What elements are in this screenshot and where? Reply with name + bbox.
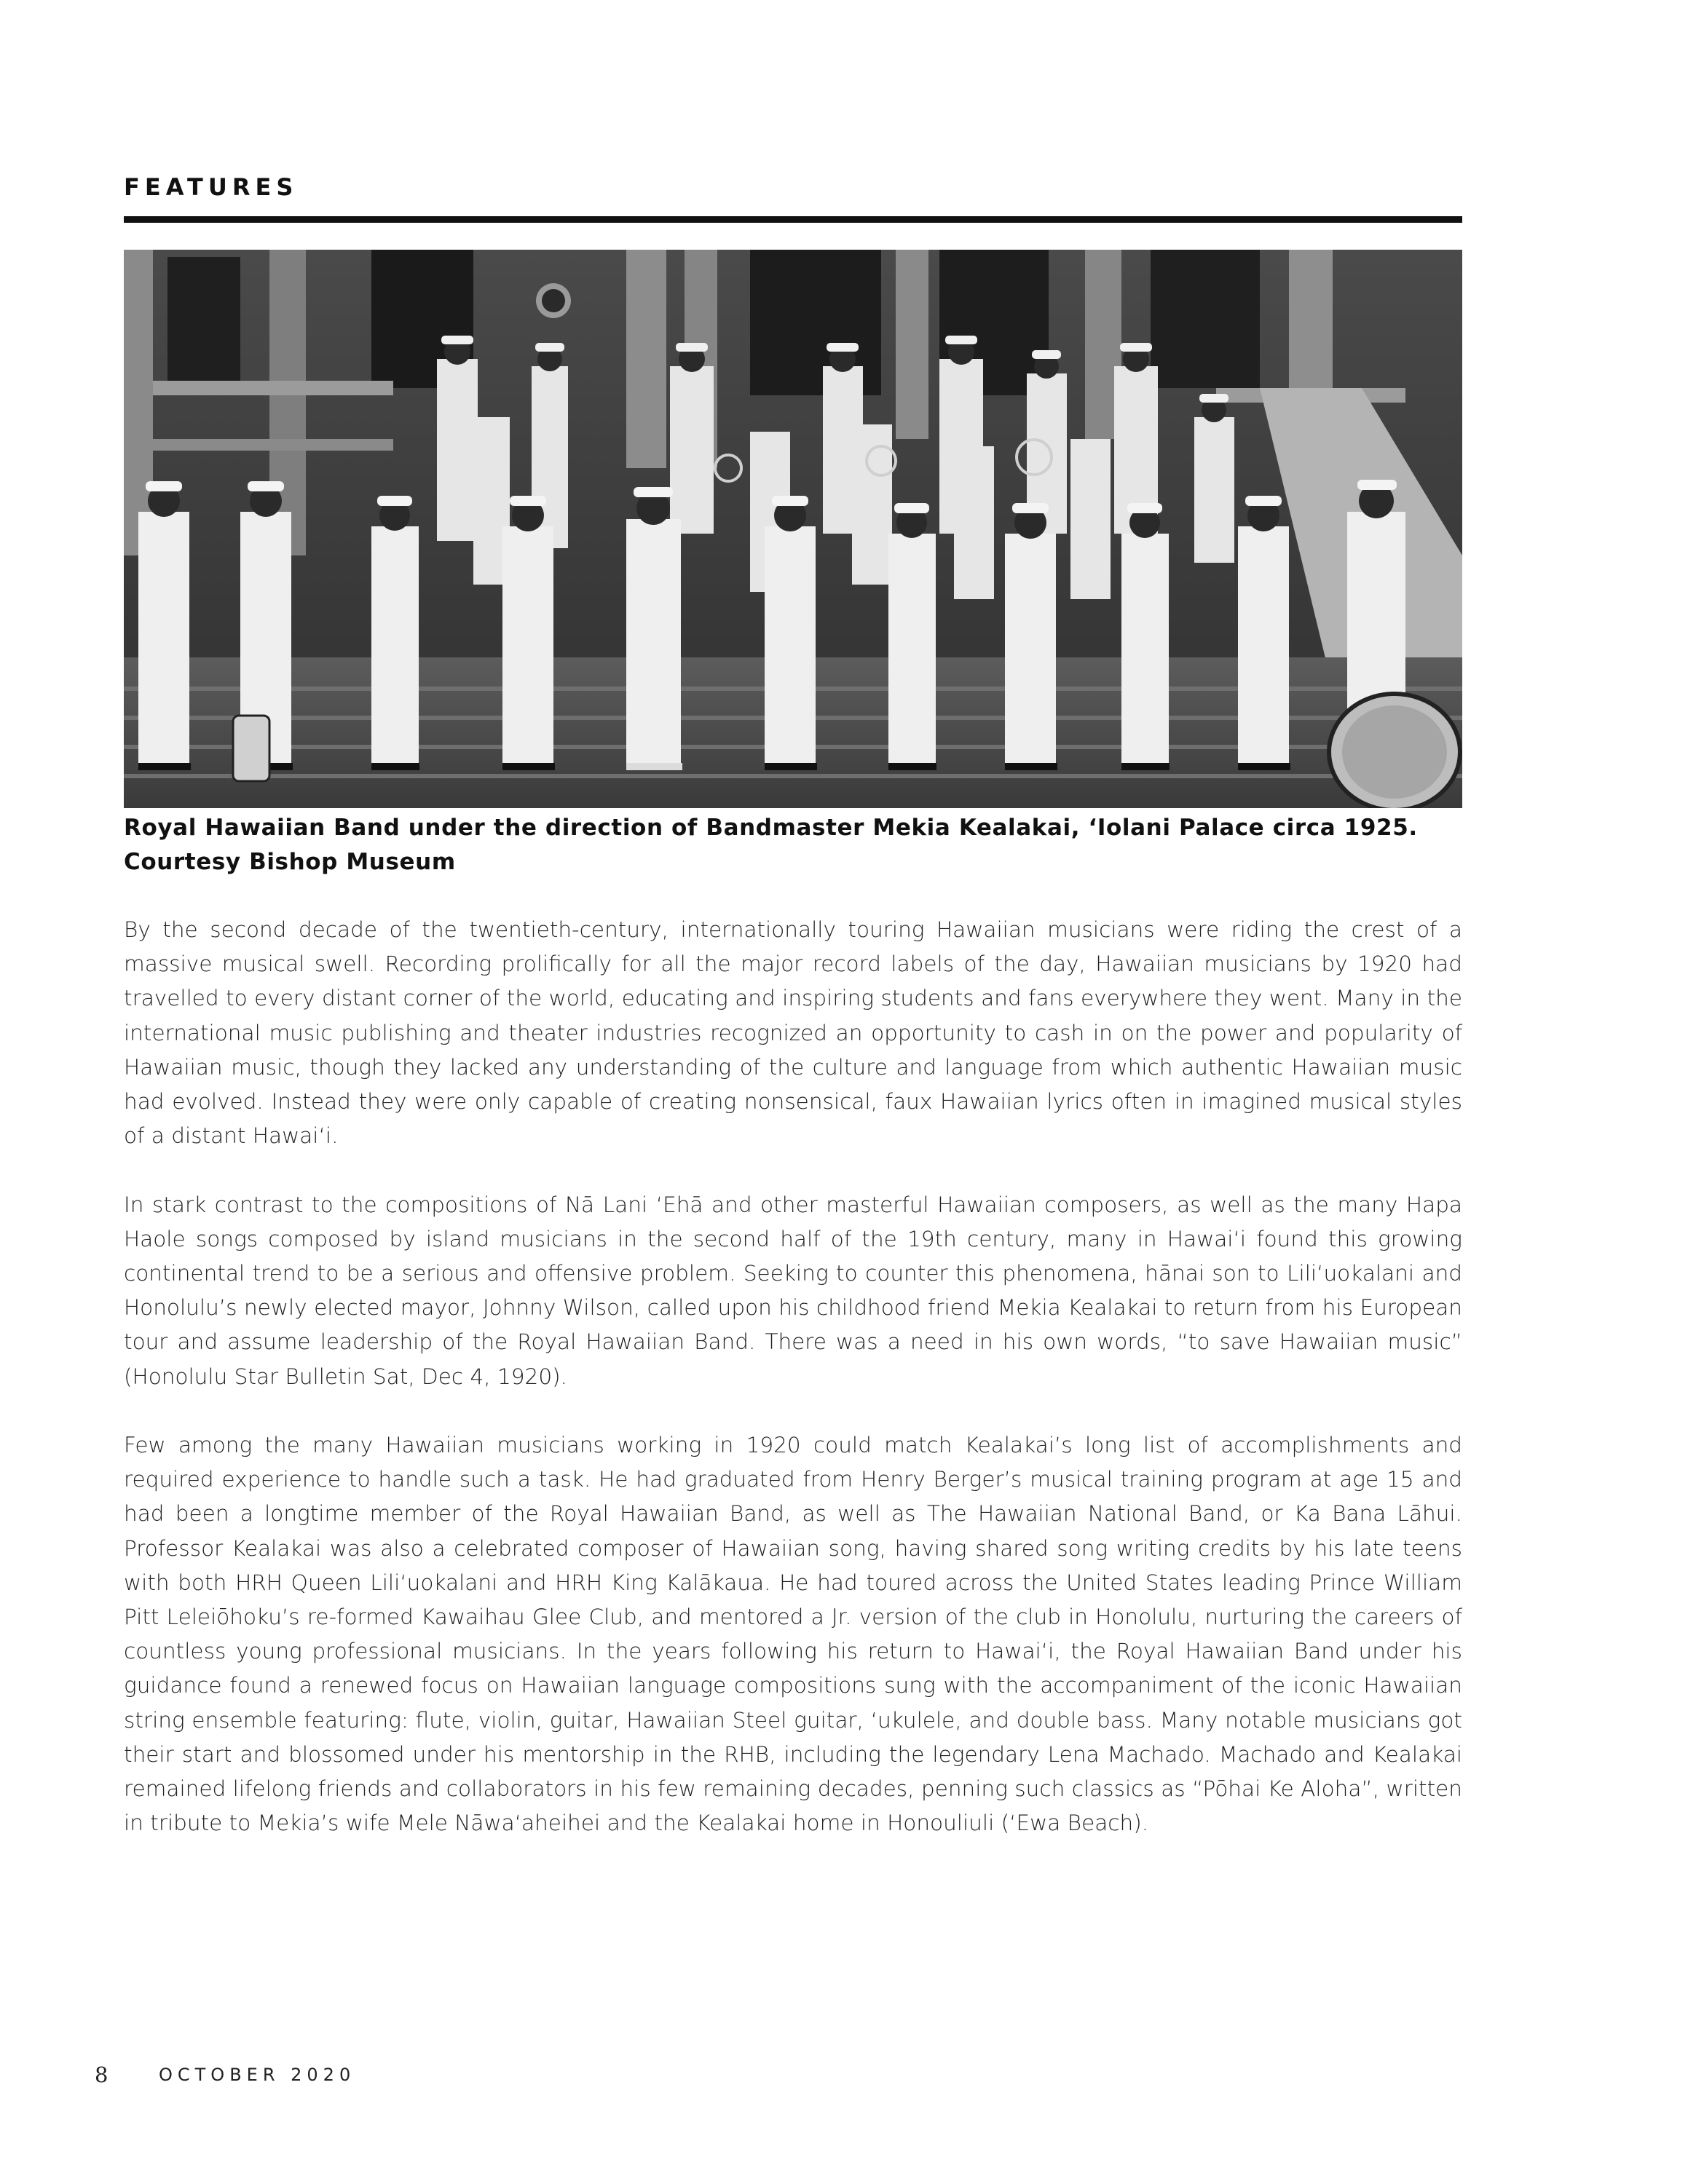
section-label: FEATURES <box>124 173 299 201</box>
article-paragraph: By the second decade of the twentieth-century, internationally touring Hawaiian musicians were riding the crest of a massive musical swell. Recording prolifically for all the major record labels of the day, Hawaiian musicians by 1920 had travelled to every distant corner of the world, educating and inspiring students and fans everywhere they went. Many in the international music publishing and theater industries recognized an opportunity to cash in on the power and popularity of Hawaiian music, though they lacked any understanding of the culture and language from which authentic Hawaiian music had evolved. Instead they were only capable of creating nonsensical, faux Hawaiian lyrics often in imagined musical styles of a distant Hawaiʻi. <box>124 917 1462 1149</box>
page-number: 8 <box>95 2062 109 2087</box>
caption-title: Royal Hawaiian Band under the direction of Bandmaster Mekia Kealakai, ʻIolani Palace circa 1925. <box>124 815 1418 841</box>
issue-date: OCTOBER 2020 <box>159 2065 356 2085</box>
section-divider <box>124 216 1462 223</box>
photo-caption <box>124 811 1462 879</box>
band-photo <box>124 250 1462 808</box>
article-paragraph: Few among the many Hawaiian musicians working in 1920 could match Kealakai’s long list of accomplishments and required experience to handle such a task. He had graduated from Henry Berger’s musical training program at age 15 and had been a longtime member of the Royal Hawaiian Band, as well as The Hawaiian National Band, or Ka Bana Lāhui. Professor Kealakai was also a celebrated composer of Hawaiian song, having shared song writing credits by his late teens with both HRH Queen Liliʻuokalani and HRH King Kalākaua. He had toured across the United States leading Prince William Pitt Leleiōhoku’s re-formed Kawaihau Glee Club, and mentored a Jr. version of the club in Honolulu, nurturing the careers of countless young professional musicians. In the years following his return to Hawaiʻi, the Royal Hawaiian Band under his guidance found a renewed focus on Hawaiian language compositions sung with the accompaniment of the iconic Hawaiian string ensemble featuring: flute, violin, guitar, Hawaiian Steel guitar, ʻukulele, and double bass. Many notable musicians got their start and blossomed under his mentorship in the RHB, including the legendary Lena Machado. Machado and Kealakai remained lifelong friends and collaborators in his few remaining decades, penning such classics as “Pōhai Ke Aloha”, written in tribute to Mekia’s wife Mele Nāwaʻaheihei and the Kealakai home in Honouliuli (ʻEwa Beach). <box>124 1433 1462 1836</box>
article-body <box>124 913 1462 1875</box>
article-paragraph: In stark contrast to the compositions of Nā Lani ʻEhā and other masterful Hawaiian composers, as well as the many Hapa Haole songs composed by island musicians in the second half of the 19th century, many in Hawaiʻi found this growing continental trend to be a serious and offensive problem. Seeking to counter this phenomena, hānai son to Liliʻuokalani and Honolulu’s newly elected mayor, Johnny Wilson, called upon his childhood friend Mekia Kealakai to return from his European tour and assume leadership of the Royal Hawaiian Band. There was a need in his own words, “to save Hawaiian music” (Honolulu Star Bulletin Sat, Dec 4, 1920). <box>124 1192 1462 1389</box>
caption-credit: Courtesy Bishop Museum <box>124 849 456 875</box>
